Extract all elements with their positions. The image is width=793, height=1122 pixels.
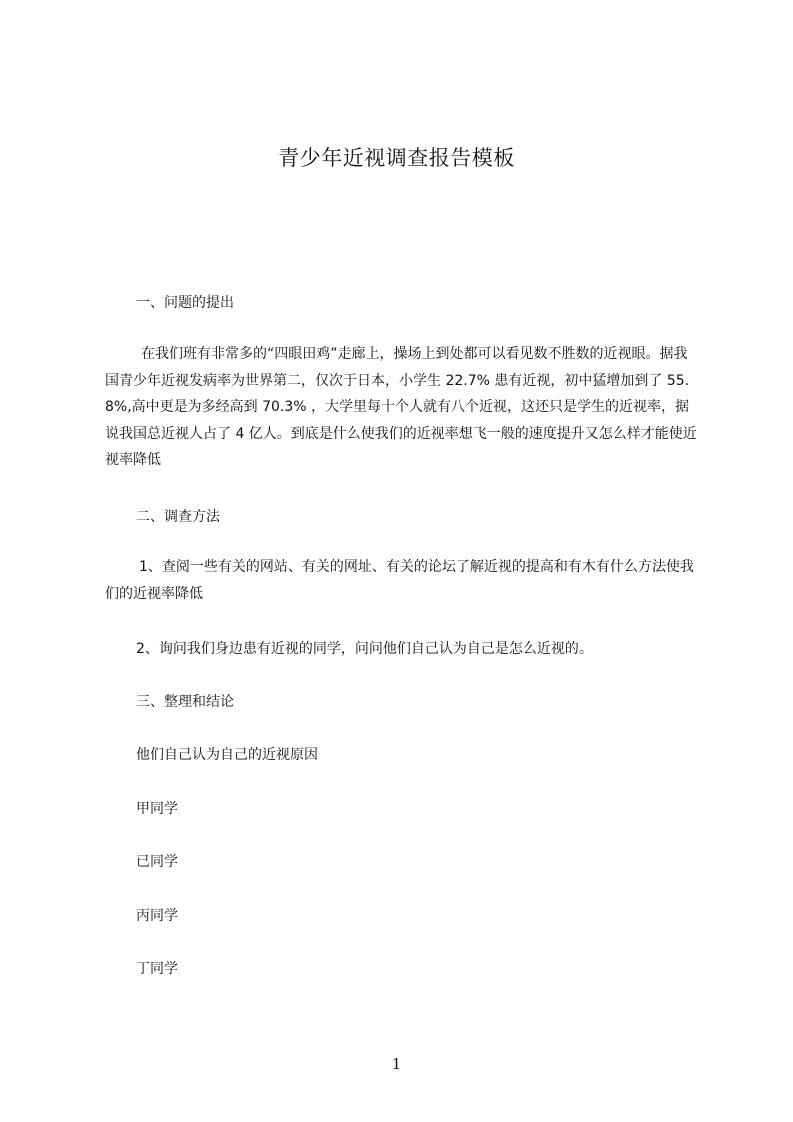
section1-paragraph: 在我们班有非常多的“四眼田鸡”走廊上，操场上到处都可以看见数不胜数的近视眼。据我国青少年近视发病率为世界第二，仅次于日本，小学生 22.7% 患有近视，初中猛增加到了 55.8%,高中更是为多经高到 70.3% ，大学里每十个人就有八个近视，这还只是学生的近视率，据说我国总近视人占了 4 亿人。到底是什么使我们的近视率想飞一般的速度提升又怎么样才能使近视率降低 bbox=[105, 346, 697, 468]
section2-heading: 二、调查方法 bbox=[136, 509, 220, 525]
student-item: 丙同学 bbox=[136, 908, 178, 924]
section3-heading: 三、整理和结论 bbox=[136, 694, 234, 710]
method-item-2: 2、询问我们身边患有近视的同学，问问他们自己认为自己是怎么近视的。 bbox=[136, 641, 593, 657]
student-item: 已同学 bbox=[136, 854, 178, 870]
student-item: 甲同学 bbox=[136, 801, 178, 817]
method-item-1: 1、查阅一些有关的网站、有关的网址、有关的论坛了解近视的提高和有木有什么方法使我们的近视率降低 bbox=[105, 559, 694, 602]
page-number: 1 bbox=[391, 1055, 402, 1073]
reasons-intro: 他们自己认为自己的近视原因 bbox=[136, 747, 318, 763]
student-item: 丁同学 bbox=[136, 961, 178, 977]
document-title: 青少年近视调查报告模板 bbox=[278, 146, 515, 170]
section1-heading: 一、问题的提出 bbox=[136, 295, 234, 311]
